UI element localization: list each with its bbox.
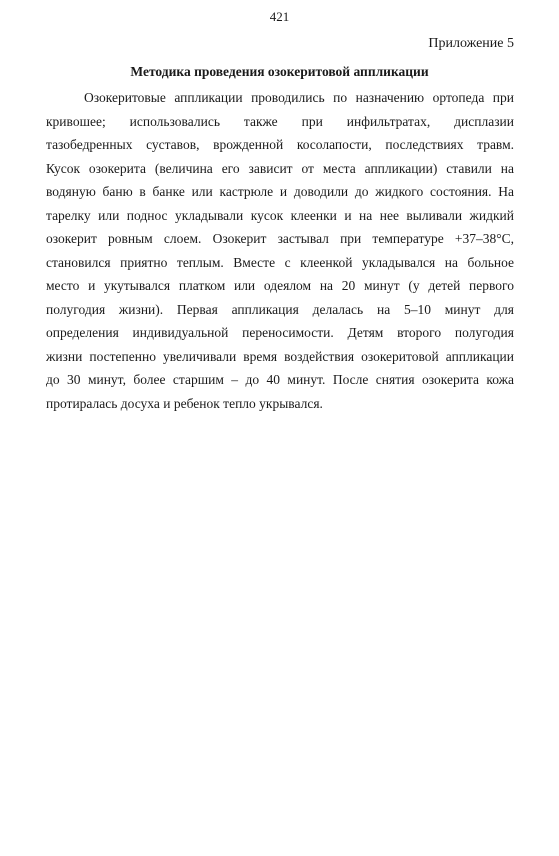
paragraph-line: Озокеритовые аппликации проводились по назначению ортопеда при: [84, 90, 514, 105]
paragraph-line: кривошее; использовались также при инфильтратах, дисплазии: [46, 113, 514, 129]
paragraph-line: водяную баню в банке или кастрюле и доводили до жидкого состояния. На: [46, 184, 514, 199]
document-title: Методика проведения озокеритовой аппликации: [130, 64, 429, 79]
paragraph-line: место и укутывался платком или одеялом на 20 минут (у детей первого: [46, 278, 514, 293]
paragraph-line: тарелку или поднос укладывали кусок клеенки и на нее выливали жидкий: [46, 207, 514, 223]
paragraph-line: Кусок озокерита (величина его зависит от места аппликации) ставили на: [46, 160, 514, 176]
paragraph-line: определения индивидуальной переносимости. Детям второго полугодия: [46, 325, 514, 340]
paragraph-line: до 30 минут, более старшим – до 40 минут. После снятия озокерита кожа: [46, 372, 514, 387]
paragraph-line: полугодия жизни). Первая аппликация делалась на 5–10 минут для: [46, 301, 514, 317]
paragraph-line: протиралась досуха и ребенок тепло укрывался.: [46, 395, 323, 411]
paragraph-line: жизни постепенно увеличивали время воздействия озокеритовой аппликации: [46, 348, 514, 364]
body-paragraph: [46, 86, 514, 415]
paragraph-line: тазобедренных суставов, врожденной косолапости, последствиях травм.: [46, 137, 514, 152]
paragraph-line: становился приятно теплым. Вместе с клеенкой укладывался на больное: [46, 254, 514, 270]
paragraph-line: озокерит ровным слоем. Озокерит застывал при температуре +37–38°С,: [46, 231, 514, 246]
page-number: 421: [269, 9, 290, 24]
appendix-label: Приложение 5: [428, 36, 514, 51]
